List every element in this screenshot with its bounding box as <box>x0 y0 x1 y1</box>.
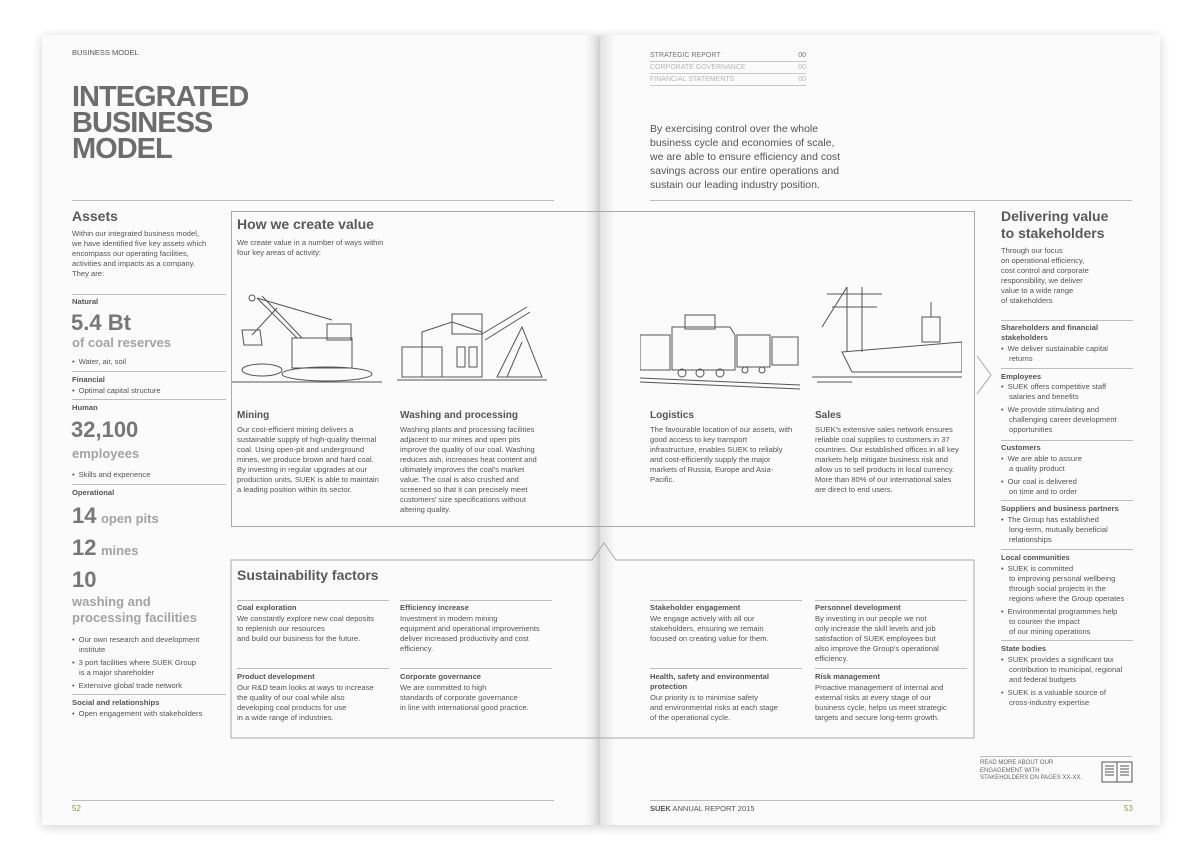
value-intro-line: We create value in a number of ways within <box>237 238 384 247</box>
sales-line: reliable coal supplies to customers in 37 <box>815 435 950 444</box>
efficiency-title: Efficiency increase <box>400 603 469 612</box>
facilities-unit-line: washing and <box>72 594 151 609</box>
list-item: • The Group has established <box>1001 515 1108 525</box>
logistics-line: markets of Russia, Europe and Asia- <box>650 465 774 474</box>
section-label: BUSINESS MODEL <box>72 48 139 57</box>
risk-text <box>815 683 947 723</box>
text-line: Our R&D team looks at ways to increase <box>237 683 374 692</box>
governance-text <box>400 683 529 713</box>
hse-title <box>650 672 769 692</box>
governance-title: Corporate governance <box>400 672 482 681</box>
right-intro <box>650 122 840 192</box>
mines-unit: mines <box>100 543 139 558</box>
text-line: standards of corporate governance <box>400 693 518 702</box>
intro-line: Through our focus <box>1001 246 1063 255</box>
list-item: • Extensive global trade network <box>72 681 228 691</box>
assets-intro-line: activities and impacts as a company. <box>72 259 196 268</box>
washing-title: Washing and processing <box>400 410 518 421</box>
sales-line: are direct to end users. <box>815 485 893 494</box>
divider <box>237 600 389 601</box>
mining-line: mines, we produce brown and hard coal. <box>237 455 374 464</box>
toc-label: CORPORATE GOVERNANCE <box>650 64 746 71</box>
list-item-cont: cross-industry expertise <box>1009 698 1090 707</box>
title-line-3: MODEL <box>72 133 172 165</box>
hse-text <box>650 693 778 723</box>
human-bullet: • Skills and experience <box>72 470 150 480</box>
logistics-line: and cost-efficiently supply the major <box>650 455 771 464</box>
group-title-line: stakeholders <box>1001 333 1048 342</box>
logistics-text <box>650 425 808 485</box>
text-line: Proactive management of internal and <box>815 683 944 692</box>
hse-title-line: protection <box>650 682 688 691</box>
text-line: stakeholders, ensuring we remain <box>650 624 764 633</box>
divider <box>1001 640 1133 641</box>
mining-line: coal. Using open-pit and underground <box>237 445 365 454</box>
text-line: Investment in modern mining <box>400 614 498 623</box>
sales-text <box>815 425 973 495</box>
title-line-1: INTEGRATED <box>72 81 249 113</box>
washing-line: ultimately improves the coal's market <box>400 465 525 474</box>
natural-unit: of coal reserves <box>72 335 172 350</box>
washing-text <box>400 425 558 515</box>
divider <box>237 668 389 669</box>
sales-line: countries. Our established offices in all key <box>815 445 959 454</box>
page-number-right: 53 <box>1124 804 1133 813</box>
text-line: external risks at every stage of our <box>815 693 932 702</box>
excavator-illustration <box>232 290 382 390</box>
natural-label: Natural <box>72 297 99 306</box>
text-line: to replenish our resources <box>237 624 325 633</box>
footer-text: ANNUAL REPORT 2015 <box>670 804 755 813</box>
list-item-cont: is a major shareholder <box>79 668 155 677</box>
text-line: developing coal products for use <box>237 703 347 712</box>
assets-heading: Assets <box>72 208 118 224</box>
toc-row-governance[interactable] <box>650 62 806 74</box>
stakeholder-engagement-title: Stakeholder engagement <box>650 603 741 612</box>
divider <box>72 399 226 400</box>
text-line: efficiency. <box>815 654 849 663</box>
personnel-text <box>815 614 939 664</box>
intro-line: sustain our leading industry position. <box>650 179 820 191</box>
text-line: focused on creating value for them. <box>650 634 769 643</box>
text-line: in line with international good practice. <box>400 703 529 712</box>
washing-line: adjacent to our mines and open pits <box>400 435 521 444</box>
divider <box>1001 549 1133 550</box>
group-communities-title: Local communities <box>1001 553 1070 562</box>
read-more-line: READ MORE ABOUT OUR <box>980 760 1054 766</box>
arrow-right-icon <box>976 355 992 395</box>
assets-intro <box>72 229 222 279</box>
group-shareholders-bullets <box>1001 344 1108 364</box>
footer-rule <box>72 800 554 801</box>
list-item: • SUEK offers competitive staff <box>1001 382 1117 392</box>
toc-label: STRATEGIC REPORT <box>650 52 721 59</box>
logistics-title: Logistics <box>650 410 694 421</box>
logistics-line: Pacific. <box>650 475 675 484</box>
mining-line: By investing in regular upgrades at our <box>237 465 368 474</box>
list-item-cont: long-term, mutually beneficial <box>1009 525 1108 534</box>
natural-value: 5.4 Bt <box>71 310 131 335</box>
intro-line: business cycle and economies of scale, <box>650 137 835 149</box>
group-employees-bullets <box>1001 382 1117 435</box>
risk-title: Risk management <box>815 672 880 681</box>
delivering-intro <box>1001 246 1089 306</box>
title-line-2: BUSINESS <box>72 107 213 139</box>
text-line: and environmental risks at each stage <box>650 703 778 712</box>
text-line: only increase the skill levels and job <box>815 624 936 633</box>
page-title <box>72 81 249 165</box>
toc-row-financial[interactable] <box>650 74 806 86</box>
list-item: • We deliver sustainable capital <box>1001 344 1108 354</box>
group-suppliers-bullets <box>1001 515 1108 545</box>
list-item: • Our own research and development <box>72 635 228 645</box>
read-more-link[interactable] <box>980 760 1082 783</box>
delivering-heading <box>1001 208 1108 242</box>
group-suppliers-title: Suppliers and business partners <box>1001 504 1119 513</box>
text-line: and build our business for the future. <box>237 634 361 643</box>
page-number-left: 52 <box>72 804 81 813</box>
text-line: efficiency. <box>400 644 434 653</box>
intro-line: savings across our entire operations and <box>650 165 840 177</box>
stakeholder-engagement-text <box>650 614 769 644</box>
list-item-cont: to counter the impact <box>1009 617 1080 626</box>
open-pits-unit: open pits <box>100 511 159 526</box>
list-item: • SUEK is committed <box>1001 564 1124 574</box>
list-item: • We are able to assure <box>1001 454 1082 464</box>
value-heading: How we create value <box>237 216 374 232</box>
sales-line: allow us to sell products in local currency. <box>815 465 955 474</box>
header-rule <box>72 200 554 201</box>
toc-label: FINANCIAL STATEMENTS <box>650 76 735 83</box>
toc <box>650 50 806 86</box>
washing-line: screened so that it can precisely meet <box>400 485 528 494</box>
group-state-title: State bodies <box>1001 644 1047 653</box>
list-item-cont: salaries and benefits <box>1009 392 1079 401</box>
divider <box>72 294 226 295</box>
text-line: By investing in our people we not <box>815 614 927 623</box>
list-item-cont: challenging career development <box>1009 415 1117 424</box>
human-label: Human <box>72 403 98 412</box>
footer-brand-line <box>650 804 755 813</box>
logistics-line: infrastructure, enables SUEK to reliably <box>650 445 783 454</box>
intro-line: By exercising control over the whole <box>650 123 819 135</box>
text-line: targets and secure long-term growth. <box>815 713 940 722</box>
operational-label: Operational <box>72 488 115 497</box>
text-line: of the operational cycle. <box>650 713 731 722</box>
book-icon <box>1101 760 1133 784</box>
mining-line: Our cost-efficient mining delivers a <box>237 425 354 434</box>
delivering-heading-line: Delivering value <box>1001 208 1109 224</box>
footer-rule-right <box>650 800 1132 801</box>
group-state-bullets <box>1001 655 1122 708</box>
divider <box>72 484 226 485</box>
list-item: • Environmental programmes help <box>1001 607 1124 617</box>
value-intro-line: four key areas of activity: <box>237 248 321 257</box>
logistics-line: good access to key transport <box>650 435 748 444</box>
facilities-unit <box>72 594 197 626</box>
social-label: Social and relationships <box>72 698 160 707</box>
mining-text <box>237 425 395 495</box>
list-item-cont: institute <box>79 645 106 654</box>
list-item-cont: a quality product <box>1009 464 1065 473</box>
group-communities-bullets <box>1001 564 1124 637</box>
mining-line: sustainable supply of high-quality thermal <box>237 435 377 444</box>
text-line: the quality of our coal while also <box>237 693 345 702</box>
group-employees-title: Employees <box>1001 372 1042 381</box>
text-line: Our priority is to minimise safety <box>650 693 759 702</box>
value-intro <box>237 238 383 258</box>
list-item-cont: on time and to order <box>1009 487 1077 496</box>
port-ship-illustration <box>812 282 962 387</box>
divider <box>400 668 552 669</box>
facilities-unit-line: processing facilities <box>72 610 197 625</box>
header-rule-right <box>650 200 1132 201</box>
assets-intro-line: They are: <box>72 269 105 278</box>
list-item-cont: of our mining operations <box>1009 627 1091 636</box>
divider <box>815 668 967 669</box>
intro-line: responsibility, we deliver <box>1001 276 1083 285</box>
divider <box>1001 368 1133 369</box>
washing-line: customers' size specifications without <box>400 495 526 504</box>
list-item: • SUEK provides a significant tax <box>1001 655 1122 665</box>
product-text <box>237 683 374 723</box>
sales-line: markets help mitigate business risk and <box>815 455 948 464</box>
financial-bullet: • Optimal capital structure <box>72 386 161 396</box>
text-line: also improve the Group's operational <box>815 644 939 653</box>
efficiency-text <box>400 614 540 654</box>
list-item-cont: relationships <box>1009 535 1052 544</box>
group-customers-title: Customers <box>1001 443 1041 452</box>
divider <box>1001 500 1133 501</box>
list-item-cont: opportunities <box>1009 425 1053 434</box>
toc-page: 00 <box>798 52 806 59</box>
divider <box>72 694 226 695</box>
human-unit: employees <box>72 446 140 461</box>
natural-bullet: • Water, air, soil <box>72 357 126 367</box>
delivering-heading-line: to stakeholders <box>1001 225 1105 241</box>
text-line: deliver increased productivity and cost <box>400 634 529 643</box>
toc-page: 00 <box>798 76 806 83</box>
washing-line: value. The coal is also crushed and <box>400 475 519 484</box>
facilities-value: 10 <box>72 567 97 592</box>
group-shareholders-title <box>1001 323 1098 343</box>
read-more-line: ENGAGEMENT WITH <box>980 767 1040 774</box>
group-title-line: Shareholders and financial <box>1001 323 1099 332</box>
list-item: • SUEK is a valuable source of <box>1001 688 1122 698</box>
list-item-cont: through social projects in the <box>1009 584 1106 593</box>
coal-exploration-text <box>237 614 374 644</box>
list-item-cont: and federal budgets <box>1009 675 1077 684</box>
list-item-cont: contribution to municipal, regional <box>1009 665 1123 674</box>
processing-plant-illustration <box>397 292 547 387</box>
open-pits-value: 14 <box>72 503 97 528</box>
list-item-cont: returns <box>1009 354 1033 363</box>
divider <box>400 600 552 601</box>
divider <box>815 600 967 601</box>
divider <box>1001 440 1133 441</box>
group-customers-bullets <box>1001 454 1082 497</box>
washing-line: improve the quality of our coal. Washing <box>400 445 535 454</box>
operational-bullets <box>72 635 228 691</box>
divider <box>650 668 802 669</box>
human-value: 32,100 <box>71 417 139 442</box>
sales-title: Sales <box>815 410 842 421</box>
mines-stat <box>72 535 139 561</box>
list-item: • We provide stimulating and <box>1001 405 1117 415</box>
text-line: in a wide range of industries. <box>237 713 334 722</box>
train-illustration <box>640 305 800 390</box>
divider <box>980 756 1132 757</box>
text-line: We engage actively with all our <box>650 614 755 623</box>
text-line: equipment and operational improvements <box>400 624 540 633</box>
text-line: business cycle, helps us meet strategic <box>815 703 947 712</box>
text-line: satisfaction of SUEK employees but <box>815 634 936 643</box>
intro-line: we are able to ensure efficiency and cost <box>650 151 841 163</box>
logistics-line: The favourable location of our assets, with <box>650 425 793 434</box>
mining-line: production units, SUEK is able to maintain <box>237 475 379 484</box>
intro-line: of stakeholders <box>1001 296 1053 305</box>
list-item: • 3 port facilities where SUEK Group <box>72 658 228 668</box>
text-line: We are committed to high <box>400 683 487 692</box>
personnel-title: Personnel development <box>815 603 901 612</box>
read-more-line: STAKEHOLDERS ON PAGES XX-XX. <box>980 775 1083 781</box>
washing-line: Washing plants and processing facilities <box>400 425 535 434</box>
intro-line: value to a wide range <box>1001 286 1074 295</box>
list-item: • Our coal is delivered <box>1001 477 1082 487</box>
sales-line: SUEK's extensive sales network ensures <box>815 425 953 434</box>
assets-intro-line: Within our integrated business model, <box>72 229 200 238</box>
mining-title: Mining <box>237 410 270 421</box>
washing-line: altering quality. <box>400 505 451 514</box>
list-item-cont: to improving personal wellbeing <box>1009 574 1116 583</box>
sustainability-heading: Sustainability factors <box>237 567 379 583</box>
toc-page: 00 <box>798 64 806 71</box>
toc-row-strategic[interactable] <box>650 50 806 62</box>
open-pits-stat <box>72 503 159 529</box>
product-title: Product development <box>237 672 315 681</box>
divider <box>72 371 226 372</box>
mines-value: 12 <box>72 535 97 560</box>
hse-title-line: Health, safety and environmental <box>650 672 770 681</box>
intro-line: on operational efficiency, <box>1001 256 1085 265</box>
washing-line: reduces ash, increases heat content and <box>400 455 537 464</box>
divider <box>650 600 802 601</box>
footer-brand: SUEK <box>650 804 671 813</box>
assets-intro-line: encompass our operating facilities, <box>72 249 189 258</box>
sales-line: More than 80% of our international sales <box>815 475 952 484</box>
intro-line: cost control and corporate <box>1001 266 1089 275</box>
coal-exploration-title: Coal exploration <box>237 603 297 612</box>
divider <box>1001 320 1133 321</box>
social-bullet: • Open engagement with stakeholders <box>72 709 202 719</box>
financial-label: Financial <box>72 375 105 384</box>
list-item-cont: regions where the Group operates <box>1009 594 1125 603</box>
text-line: We constantly explore new coal deposits <box>237 614 375 623</box>
mining-line: a leading position within its sector. <box>237 485 352 494</box>
assets-intro-line: we have identified five key assets which <box>72 239 207 248</box>
